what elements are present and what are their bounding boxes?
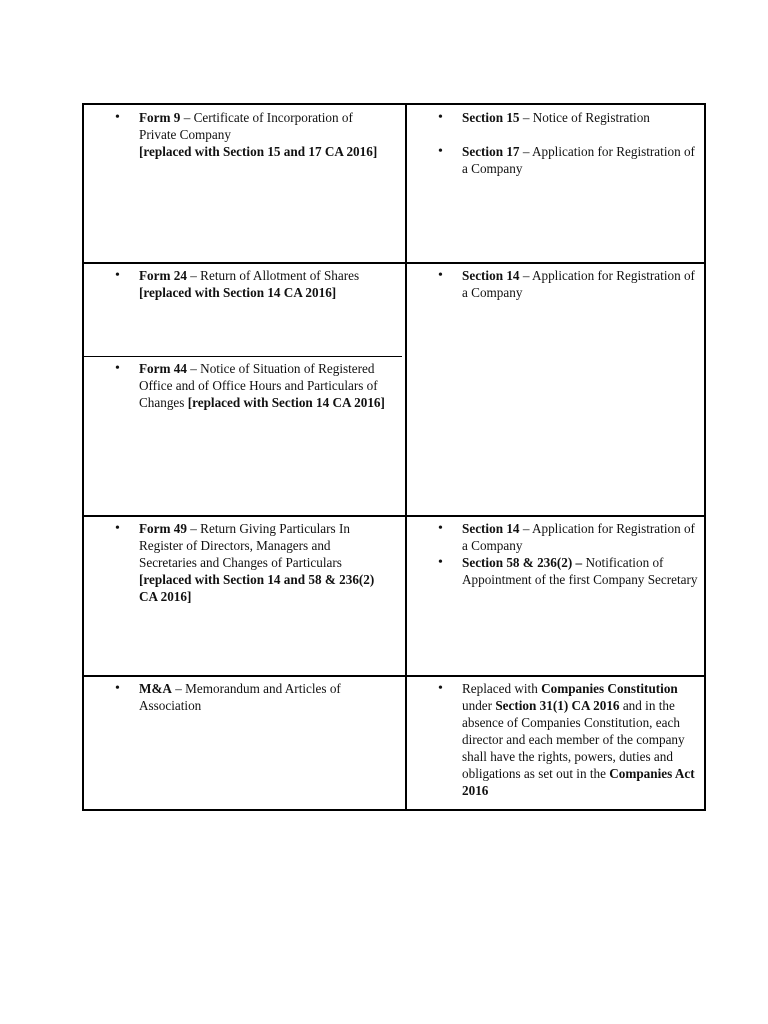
bold-term: Section 31(1) CA 2016 xyxy=(495,698,620,713)
row4-left-cell xyxy=(108,680,390,714)
form-description: – Return Giving Particulars In Register of Directors, Managers and Secretaries and Changes of Particulars xyxy=(139,521,350,570)
row-divider xyxy=(84,262,704,264)
row-divider xyxy=(84,675,704,677)
bold-term: Companies Act 2016 xyxy=(462,766,695,798)
form-description: – Memorandum and Articles of Association xyxy=(139,681,341,713)
list-item xyxy=(431,267,703,301)
section-name: Section 15 xyxy=(462,110,520,125)
text-fragment: under xyxy=(462,698,496,713)
replacement-note: [replaced with Section 15 and 17 CA 2016] xyxy=(139,144,378,159)
section-name: Section 14 xyxy=(462,268,520,283)
row2-right-cell xyxy=(431,267,703,301)
row3-left-cell xyxy=(108,520,390,605)
text-fragment: and in the absence of Companies Constitution, each director and each member of the company shall have the rights, powers, duties and obligations as set out in the xyxy=(462,698,685,781)
section-name: Section 58 & 236(2) – xyxy=(462,555,583,570)
replacement-note: [replaced with Section 14 CA 2016] xyxy=(187,395,385,410)
section-description: – Application for Registration of a Company xyxy=(462,521,695,553)
row3-right-cell xyxy=(431,520,703,588)
row2b-left-cell xyxy=(108,360,390,411)
form-description: – Notice of Situation of Registered Office and of Office Hours and Particulars of Changes xyxy=(139,361,378,410)
list-item xyxy=(431,680,703,799)
section-description: Notification of Appointment of the first Company Secretary xyxy=(462,555,698,587)
bold-term: Companies Constitution xyxy=(541,681,678,696)
replacement-note: [replaced with Section 14 CA 2016] xyxy=(139,285,337,300)
form-name: Form 44 xyxy=(139,361,187,376)
row1-right-cell xyxy=(431,109,703,177)
section-description: – Notice of Registration xyxy=(519,110,650,125)
section-name: Section 14 xyxy=(462,521,520,536)
list-item xyxy=(108,520,390,605)
form-name: Form 24 xyxy=(139,268,187,283)
list-item xyxy=(108,360,390,411)
column-divider xyxy=(405,105,407,809)
list-item xyxy=(431,109,703,126)
form-name: M&A xyxy=(139,681,172,696)
replacement-note: [replaced with Section 14 and 58 & 236(2) CA 2016] xyxy=(139,572,375,604)
list-item xyxy=(431,143,703,177)
form-description: – Return of Allotment of Shares xyxy=(186,268,360,283)
text-fragment: Replaced with xyxy=(462,681,542,696)
row-divider xyxy=(84,356,402,357)
form-name: Form 49 xyxy=(139,521,187,536)
list-item xyxy=(108,680,390,714)
list-item xyxy=(108,109,390,160)
row-divider xyxy=(84,515,704,517)
form-name: Form 9 xyxy=(139,110,181,125)
list-item xyxy=(431,554,703,588)
section-name: Section 17 xyxy=(462,144,520,159)
section-description: – Application for Registration of a Company xyxy=(462,268,695,300)
forms-table xyxy=(82,103,706,811)
list-item xyxy=(108,267,390,301)
row2a-left-cell xyxy=(108,267,390,301)
row1-left-cell xyxy=(108,109,390,160)
section-description: – Application for Registration of a Company xyxy=(462,144,695,176)
list-item xyxy=(431,520,703,554)
form-description: – Certificate of Incorporation of Private Company xyxy=(139,110,353,142)
row4-right-cell xyxy=(431,680,703,799)
